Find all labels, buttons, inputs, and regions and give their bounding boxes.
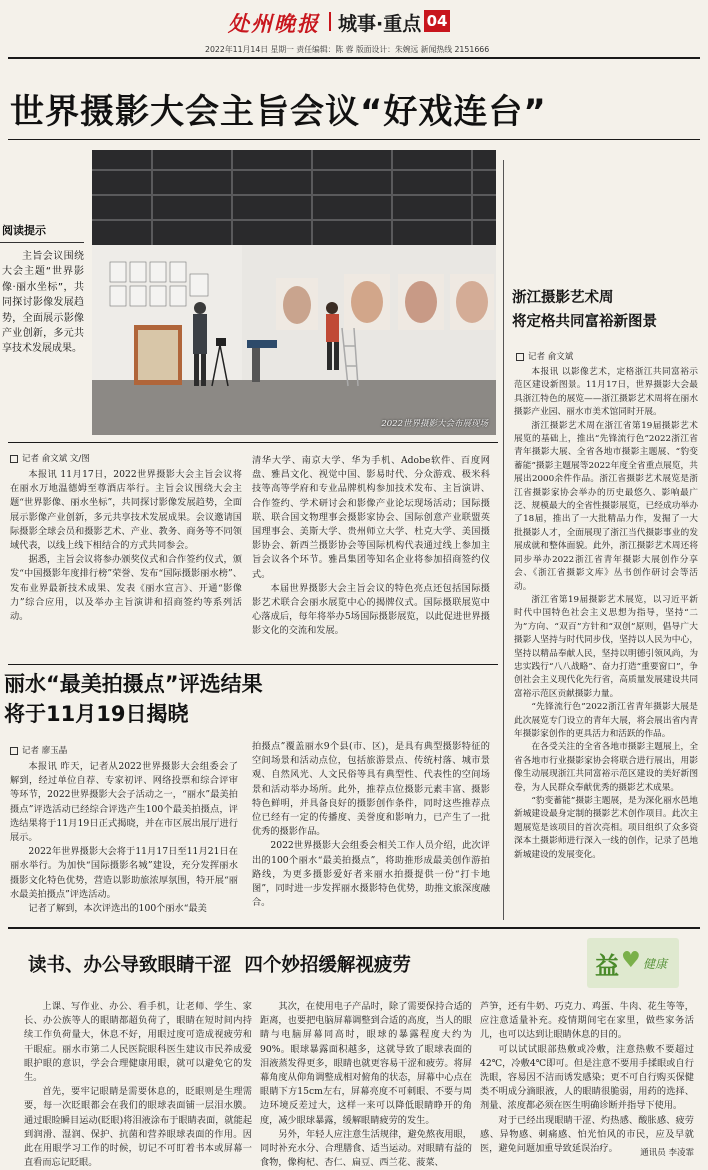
article1-byline: [10, 452, 90, 464]
article3-byline-text: 记者 俞文斌: [528, 352, 574, 362]
article2-byline: [10, 744, 67, 756]
article2-para: 记者了解到，本次评选出的100个丽水“最美: [28, 903, 207, 915]
health-logo-text: 健康: [643, 957, 668, 971]
article1-top-rule: [8, 442, 498, 443]
article4-para: 首先，要牢记眼睛是需要休息的，眨眼则是生理需要，每一次眨眼都会在我们的眼球表面铺一层泪水膜。通过眼睑瞬目运动(眨眼)将泪液涂布于眼睛表面，就能起到润滑、湿润、保护、抗菌和营养眼球表面的作用。因此在用眼学习工作的时候，切记不可盯着书本或屏幕一直看而忘记眨眼。: [24, 1086, 252, 1169]
article1-para: 清华大学、南京大学、华为手机、Adobe软件、百度网盘、雅昌文化、视觉中国、影易时代、分众游戏、极米科技等高等学府和专业品牌机构参加技术发布、主旨演讲、合作签约、学术研讨会和影像产业论坛现场活动；国际摄联、联合国文物理事会摄影家协会、国际创意产业联盟英国理事会、美斯大学、贵州师立大学、杜克大学、美国摄影协会、新西兰摄影协会等国际机构代表通过线上参加主旨会议各个环节。雅昌集团等知名企业将参加招商签约仪式。: [252, 455, 490, 580]
reading-tip-title: 阅读提示: [2, 224, 46, 237]
exhibition-photo-drawing: [92, 150, 496, 435]
article2-headline-line1: 丽水“最美拍摄点”评选结果: [4, 672, 263, 696]
article4-col1: [24, 1000, 252, 1170]
article3-para: 本报讯 以影像艺术，定格浙江共同富裕示范区建设新图景。11月17日，世界摄影大会最具浙江特色的展览——浙江摄影艺术周将在丽水摄影产业园、丽水市美术馆同时开展。: [514, 367, 698, 418]
reading-tip-rule: [0, 242, 84, 243]
article2-col2: [252, 740, 490, 910]
article3-headline-line2: 将定格共同富裕新图景: [512, 314, 657, 330]
article2-para: 2022年世界摄影大会将于11月17日至11月21日在丽水举行。为加快“国际摄影名城”建设，充分发挥丽水摄影文化特色优势，营造以影助旅浓厚氛围，特开展“丽水最美拍摄点”评选活动。: [10, 846, 238, 900]
article2-para: 2022世界摄影大会组委会相关工作人员介绍，此次评出的100个丽水“最美拍摄点”，将助推形成最美创作游拍路线，为更多摄影爱好者来丽水拍摄提供一份“打卡地图”，同时进一步发挥丽水摄影特色优势，助推文旅深度融合。: [252, 840, 490, 909]
main-headline: 世界摄影大会主旨会议“好戏连台”: [10, 92, 547, 132]
article3-headline-line1: 浙江摄影艺术周: [512, 290, 614, 306]
article1-para: 据悉，主旨会议将参办颁奖仪式和合作签约仪式，颁发“中国摄影年度排行榜”荣誉、发布“国际摄影丽水榜”、发布业界最新技术成果、发表《丽水宣言》、开通“影像力”综合应用，以及举办主旨演讲和招商签约等系列活动。: [10, 554, 242, 623]
article3-para: 浙江省第19届摄影艺术展览，以习近平新时代中国特色社会主义思想为指导，坚持“二为”方向、“双百”方针和“双创”原则，倡导广大摄影人坚持与时代同步伐，坚持以人民为中心，坚持以精品奉献人民，坚持以明德引领风尚，为忠实践行“八八战略”、奋力打造“重要窗口”，争创社会主义现代化先行省，高质量发展建设共同富裕示范区贡献摄影力量。: [514, 594, 698, 699]
article2-headline: [4, 669, 263, 729]
article4-para: 其次，在使用电子产品时，除了需要保持合适的距离，也要把电脑屏幕调整到合适的高度，当人的眼睛与电脑屏幕同高时，眼球的暴露程度大约为90%。眼球暴露面积越多，这就导致了眼球表面的泪液蒸发得更多，眼睛也就更容易干涩和疲劳。将屏幕角度从仰角调整成相对俯角的状态，屏幕中心点在眼睛下方15cm左右，屏幕亮度不可刺眼、不要与周边环境反差过大，这样一来可以降低眼睛睁开的角度，减少眼球暴露，缓解眼睛疲劳的发生。: [260, 1001, 472, 1126]
article4-para: 另外，年轻人应注意生活规律，避免熬夜用眼，同时补充水分、合理膳食、适当运动。对眼睛有益的食物，像枸杞、杏仁、扁豆、西兰花、菠菜、: [260, 1128, 472, 1169]
section-title: 城事·重点: [338, 13, 422, 35]
article2-top-rule: [8, 664, 498, 665]
article4-top-rule: [8, 927, 700, 929]
article4-col3: [480, 1000, 694, 1156]
article1-col1: [10, 468, 242, 624]
article3-body: [514, 366, 698, 862]
article2-col1: [10, 760, 238, 916]
article4-col2: [260, 1000, 472, 1170]
masthead-info: 2022年11月14日 星期一 责任编辑：陈 蓉 版面设计：朱婉远 新闻热线 2151666: [205, 45, 490, 54]
reading-tip: [0, 222, 84, 357]
article4-headline: 读书、办公导致眼睛干涩 四个妙招缓解视疲劳: [28, 955, 411, 976]
byline-square-icon: [10, 747, 18, 755]
article3-para: 在各受关注的全省各地市摄影主题展上，全省各地市行业摄影家协会将联合进行展出，用影像生动展现浙江共同富裕示范区建设的美好新图卷，为人民群众奉献优秀的摄影艺术成果。: [514, 742, 698, 793]
article3-headline: [512, 286, 657, 334]
article2-para: 本报讯 昨天，记者从2022世界摄影大会组委会了解到，经过单位自荐、专家初评、网络投票和综合评审等环节，2022世界摄影大会子活动之一，“丽水”最美拍摄点”评选活动已经综合评选产生100个最美拍摄点，评选结果将于11月19日正式揭晓，并在市区展出展厅进行展示。: [10, 761, 238, 844]
column-divider: [503, 160, 504, 920]
article2-para: 拍摄点”覆盖丽水9个县(市、区)，是具有典型摄影特征的空间场景和活动点位，包括旅游景点、传统村落、城市景观、自然风光、人文民俗等具有典型性、代表性的空间场景和活动举办场所。此外，推荐点位摄影元素丰富、摄影特色鲜明，并具备良好的摄影创作条件，同时这些推荐点位已经有一定的传播度、美誉度和影响力，已产生了一批优秀的摄影作品。: [252, 741, 490, 838]
article1-byline-text: 记者 俞文斌 文/图: [22, 454, 90, 464]
article3-para: “先锋流行色”2022浙江省青年摄影大展是此次展览专门设立的青年大展，将会展出省内青年摄影家创作的更具活力和活跃的作品。: [514, 702, 698, 739]
page-number-badge: 04: [424, 10, 450, 32]
article4-byline: 通讯员 李凌霏: [640, 1148, 694, 1158]
article3-byline: [516, 350, 573, 362]
masthead: [228, 8, 698, 34]
article4-para: 芦笋，还有牛奶、巧克力、鸡蛋、牛肉、花生等等，应注意适量补充。疫情期间宅在家里，做些家务活儿，也可以达到让眼睛休息的目的。: [480, 1001, 694, 1041]
health-logo: [587, 938, 679, 988]
masthead-divider: [329, 12, 331, 31]
heart-icon: ♥: [621, 948, 641, 973]
masthead-rule: [8, 57, 700, 59]
exhibition-photo: [92, 150, 496, 435]
article4-para: 上课、写作业、办公、看手机，让老师、学生、家长、办公族等人的眼睛都超负荷了，眼睛在短时间内持续工作负荷量大，休息不好，用眼过度可造成视疲劳和干眼症。丽水市第二人民医院眼科医生建议市民养成爱眼护眼的意识，学会合理健康用眼，就可以避免它的发生。: [24, 1001, 252, 1084]
photo-caption: 2022世界摄影大会布展现场: [381, 419, 488, 429]
headline-rule: [8, 139, 700, 140]
byline-square-icon: [10, 455, 18, 463]
article2-byline-text: 记者 廖玉晶: [22, 746, 68, 756]
article1-col2: [252, 454, 490, 639]
article3-para: 浙江摄影艺术周在浙江省第19届摄影艺术展览的基础上，推出“先锋流行色”2022浙江省青年摄影大展、全省各地市摄影主题展、“豹变蓄能”摄影主题展等2022年度全省重点展览，共展出2000余件作品。浙江省摄影艺术展览是浙江省摄影家协会举办的历史最悠久、影响最广泛、规模最大的全省性摄影展览，已经成功举办了18届，推出了一大批精品力作，发掘了一大批摄影人才，全面展现了浙江当代摄影事业的发展成就和整体面貌。此外，浙江摄影艺术周还将同步举办2022浙江省青年摄影大展创作分享会、《浙江省摄影文库》丛书创作研讨会等活动。: [514, 420, 698, 592]
byline-square-icon: [516, 353, 524, 361]
article3-para: “豹变蓄能”摄影主题展，是为深化丽水邑地新城建设最身定制的摄影艺术创作项目。此次主题展览是该项目的首次亮相。项目组织了众多资深本土摄影师进行深入一线的创作，记录了邑地新城建设的发展变化。: [514, 796, 698, 860]
article1-para: 本报讯 11月17日，2022世界摄影大会主旨会议将在丽水万地温德姆至尊酒店举行。主旨会议围绕大会主题“世界影像、丽水坐标”，共同探讨影像发展趋势，全面展示影像产业创新，多元共享技术发展成果。会议邀请国际摄影全球会员和摄影艺术、产业、教务、商务等不同领域代表，以线上线下相结合的方式共同参会。: [10, 469, 242, 552]
health-logo-glyph: 益: [595, 951, 619, 980]
reading-tip-text: 主旨会议围绕大会主题“世界影像·丽水坐标”，共同探讨影像发展趋势，全面展示影像产业创新，多元共享技术发展成果。: [2, 251, 84, 355]
article4-para: 对于已经出现眼睛干涩、灼热感、酸胀感、疲劳感、异物感、刺痛感、怕光怕风的市民，应及早就医，避免问题加重导致延误治疗。: [480, 1114, 694, 1155]
article4-para: 可以试试眼部热敷或冷敷，注意热敷不要超过42℃，冷敷4℃即可。但是注意不要用手揉眼或自行洗眼，容易因不洁而诱发感染；更不可自行购买保健类不明成分滴眼液，人的眼睛很脆弱，用药的选择、剂量、浓度都必须在医生明确诊断并指导下使用。: [480, 1043, 694, 1112]
article1-para: 本届世界摄影大会主旨会议的特色亮点还包括国际摄影艺术联合会丽水展览中心的揭牌仪式。国际摄联展览中心落成后，每年将举办5场国际摄影展览，以此促进世界摄影文化的交流和发展。: [252, 582, 490, 637]
paper-name: 处州晚报: [228, 11, 320, 36]
article2-headline-line2: 将于11月19日揭晓: [4, 702, 189, 726]
